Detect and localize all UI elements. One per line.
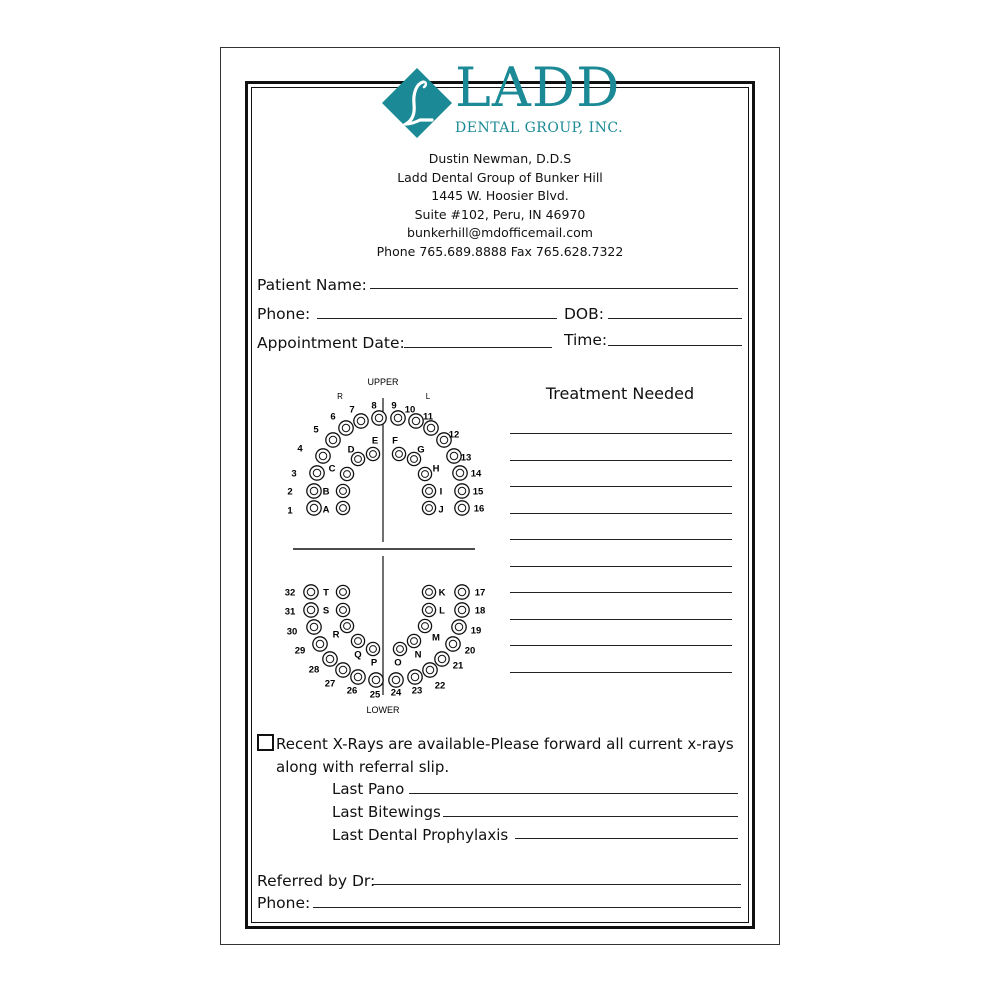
treatment-line[interactable] [510, 592, 732, 593]
upper-tooth-11[interactable] [424, 421, 438, 435]
street-address: 1445 W. Hoosier Blvd. [431, 188, 569, 203]
lower-tooth-31[interactable] [304, 603, 318, 617]
treatment-line[interactable] [510, 433, 732, 434]
upper-tooth-1[interactable] [307, 501, 321, 515]
lower-primary-Q[interactable] [351, 634, 364, 647]
lower-tooth-28[interactable] [323, 652, 337, 666]
treatment-line[interactable] [510, 566, 732, 567]
left-side-label: L [425, 392, 431, 401]
lower-tooth-21[interactable] [435, 652, 449, 666]
tooth-chart [270, 370, 490, 720]
lower-number-label: 17 [474, 587, 486, 599]
lower-primary-M[interactable] [418, 619, 431, 632]
lower-tooth-20[interactable] [446, 637, 460, 651]
upper-tooth-9[interactable] [391, 411, 405, 425]
lower-number-label: 25 [369, 689, 381, 701]
upper-tooth-6[interactable] [339, 421, 353, 435]
dob-field[interactable] [608, 318, 742, 319]
lower-tooth-25[interactable] [369, 673, 383, 687]
appointment-date-label: Appointment Date: [257, 334, 405, 352]
lower-primary-T[interactable] [336, 585, 349, 598]
lower-letter-label: R [332, 629, 340, 641]
referred-by-label: Referred by Dr: [257, 872, 376, 890]
upper-number-label: 10 [404, 404, 416, 416]
upper-tooth-3[interactable] [310, 466, 324, 480]
upper-tooth-15[interactable] [455, 484, 469, 498]
upper-number-label: 7 [349, 404, 355, 416]
logo-subtitle: DENTAL GROUP, INC. [455, 120, 624, 136]
last-prophylaxis-field[interactable] [515, 838, 738, 839]
dob-label: DOB: [564, 305, 604, 323]
upper-number-label: 4 [297, 443, 303, 455]
upper-primary-F[interactable] [392, 447, 405, 460]
lower-primary-L[interactable] [422, 603, 435, 616]
treatment-line[interactable] [510, 645, 732, 646]
time-label: Time: [564, 331, 608, 349]
lower-tooth-18[interactable] [455, 603, 469, 617]
treatment-line[interactable] [510, 460, 732, 461]
upper-number-label: 6 [330, 411, 336, 423]
upper-letter-label: H [432, 463, 440, 475]
right-side-label: R [337, 392, 343, 401]
upper-number-label: 13 [460, 452, 472, 464]
upper-letter-label: B [322, 486, 330, 498]
lower-letter-label: O [394, 657, 402, 669]
lower-tooth-30[interactable] [307, 620, 321, 634]
upper-letter-label: I [439, 486, 443, 498]
lower-tooth-19[interactable] [452, 620, 466, 634]
upper-letter-label: E [371, 435, 379, 447]
lower-number-label: 26 [346, 685, 358, 697]
xray-text-line2: along with referral slip. [276, 758, 450, 776]
upper-tooth-13[interactable] [447, 449, 461, 463]
phone-field[interactable] [317, 318, 557, 319]
lower-letter-label: Q [354, 649, 362, 661]
lower-tooth-22[interactable] [423, 663, 437, 677]
upper-number-label: 5 [313, 424, 319, 436]
upper-number-label: 1 [287, 505, 293, 517]
treatment-line[interactable] [510, 513, 732, 514]
lower-number-label: 20 [464, 645, 476, 657]
last-pano-label: Last Pano [332, 780, 405, 798]
phone-label: Phone: [257, 305, 311, 323]
doctor-name: Dustin Newman, D.D.S [428, 151, 572, 166]
upper-number-label: 2 [287, 486, 293, 498]
upper-primary-C[interactable] [340, 467, 353, 480]
lower-tooth-27[interactable] [336, 663, 350, 677]
upper-primary-B[interactable] [336, 484, 349, 497]
lower-primary-O[interactable] [393, 642, 406, 655]
upper-primary-J[interactable] [422, 501, 435, 514]
upper-tooth-7[interactable] [354, 414, 368, 428]
upper-primary-E[interactable] [366, 447, 379, 460]
upper-number-label: 15 [472, 486, 484, 498]
xray-text-line1: Recent X-Rays are available-Please forward all current x-rays [276, 735, 734, 753]
upper-primary-I[interactable] [422, 484, 435, 497]
lower-letter-label: M [432, 632, 440, 644]
lower-number-label: 21 [452, 660, 464, 672]
lower-tooth-29[interactable] [313, 637, 327, 651]
lower-primary-R[interactable] [340, 619, 353, 632]
upper-number-label: 11 [422, 411, 434, 423]
lower-primary-K[interactable] [422, 585, 435, 598]
referral-phone-label: Phone: [257, 894, 311, 912]
address-block [300, 150, 700, 261]
lower-number-label: 32 [284, 587, 296, 599]
lower-tooth-17[interactable] [455, 585, 469, 599]
upper-letter-label: D [347, 444, 355, 456]
upper-tooth-2[interactable] [307, 484, 321, 498]
upper-tooth-5[interactable] [326, 433, 340, 447]
upper-primary-A[interactable] [336, 501, 349, 514]
suite-address: Suite #102, Peru, IN 46970 [414, 206, 586, 222]
patient-name-field[interactable] [370, 288, 738, 289]
last-bitewings-label: Last Bitewings [332, 803, 441, 821]
lower-primary-P[interactable] [366, 642, 379, 655]
lower-letter-label: K [438, 587, 446, 599]
upper-number-label: 3 [291, 468, 297, 480]
lower-letter-label: S [322, 605, 330, 617]
lower-primary-N[interactable] [407, 634, 420, 647]
upper-number-label: 16 [473, 503, 485, 515]
upper-label: UPPER [367, 377, 399, 387]
lower-tooth-32[interactable] [304, 585, 318, 599]
email-address: bunkerhill@mdofficemail.com [407, 225, 593, 240]
upper-primary-H[interactable] [418, 467, 431, 480]
patient-name-label: Patient Name: [257, 276, 367, 294]
lower-number-label: 23 [411, 685, 423, 697]
last-pano-field[interactable] [409, 793, 738, 794]
referred-by-field[interactable] [372, 884, 741, 885]
treatment-line[interactable] [510, 672, 732, 673]
lower-label: LOWER [366, 705, 400, 715]
upper-number-label: 9 [391, 400, 397, 412]
upper-tooth-8[interactable] [372, 411, 386, 425]
referral-phone-field[interactable] [313, 907, 741, 908]
upper-letter-label: C [328, 463, 336, 475]
upper-letter-label: J [438, 504, 444, 516]
lower-letter-label: L [439, 605, 445, 617]
upper-tooth-16[interactable] [455, 501, 469, 515]
last-bitewings-field[interactable] [443, 816, 738, 817]
lower-number-label: 30 [286, 626, 298, 638]
logo-diamond-icon [380, 66, 454, 140]
lower-tooth-23[interactable] [408, 670, 422, 684]
lower-primary-S[interactable] [336, 603, 349, 616]
upper-tooth-4[interactable] [316, 449, 330, 463]
appointment-date-field[interactable] [404, 347, 552, 348]
treatment-line[interactable] [510, 486, 732, 487]
phone-fax: Phone 765.689.8888 Fax 765.628.7322 [376, 243, 624, 259]
logo-wordmark: LADD [455, 56, 621, 119]
upper-number-label: 14 [470, 468, 482, 480]
last-prophylaxis-label: Last Dental Prophylaxis [332, 826, 509, 844]
upper-tooth-10[interactable] [409, 414, 423, 428]
upper-tooth-14[interactable] [453, 466, 467, 480]
lower-number-label: 29 [294, 645, 306, 657]
upper-letter-label: F [392, 435, 398, 447]
treatment-title: Treatment Needed [545, 384, 695, 403]
lower-number-label: 27 [324, 678, 336, 690]
treatment-line[interactable] [510, 539, 732, 540]
lower-number-label: 22 [434, 680, 446, 692]
lower-number-label: 19 [470, 625, 482, 637]
time-field[interactable] [608, 345, 742, 346]
lower-number-label: 24 [390, 687, 402, 699]
practice-name: Ladd Dental Group of Bunker Hill [397, 169, 603, 185]
xray-checkbox[interactable] [257, 734, 274, 751]
teeth-group [285, 401, 486, 701]
lower-letter-label: P [370, 657, 378, 669]
lower-letter-label: N [414, 649, 422, 661]
upper-letter-label: G [417, 444, 425, 456]
upper-number-label: 12 [448, 429, 460, 441]
upper-number-label: 8 [371, 400, 377, 412]
treatment-line[interactable] [510, 619, 732, 620]
lower-number-label: 18 [474, 605, 486, 617]
lower-number-label: 31 [284, 606, 296, 618]
lower-tooth-26[interactable] [351, 670, 365, 684]
lower-letter-label: T [323, 587, 329, 599]
lower-number-label: 28 [308, 664, 320, 676]
lower-tooth-24[interactable] [389, 673, 403, 687]
upper-letter-label: A [322, 504, 330, 516]
